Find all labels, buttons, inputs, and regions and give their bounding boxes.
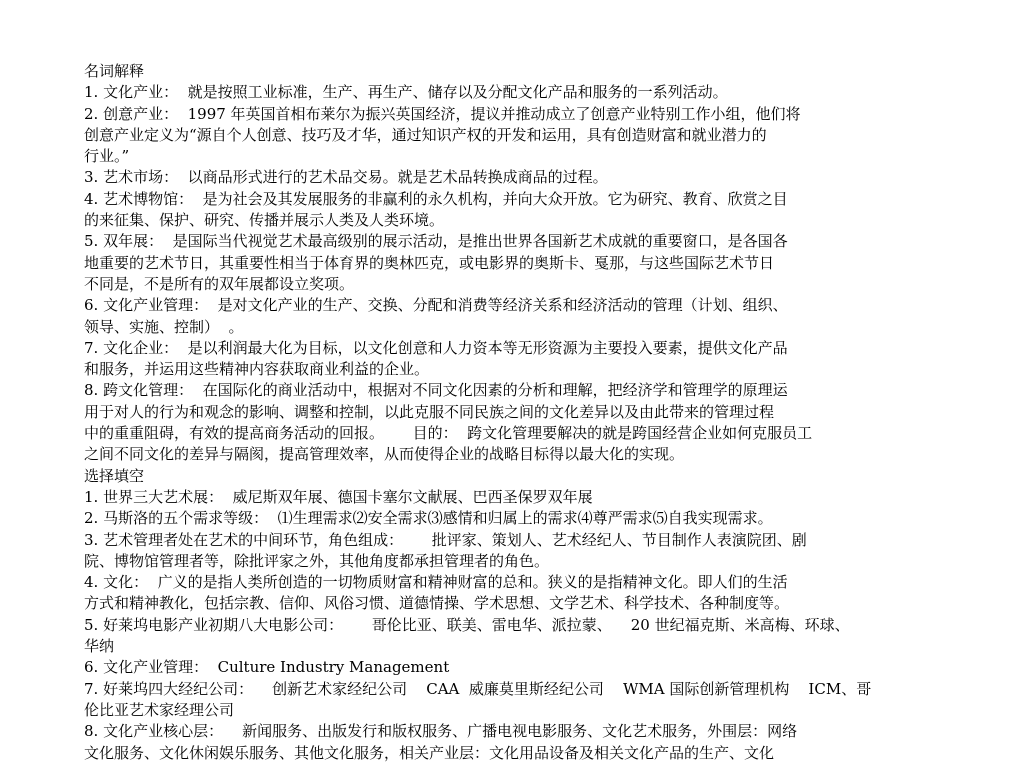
- text-line: 行业。”: [84, 147, 130, 166]
- text-line: 之间不同文化的差异与隔阂，提高管理效率，从而使得企业的战略目标得以最大化的实现。: [84, 445, 685, 464]
- text-line: 创意产业定义为“源自个人创意、技巧及才华，通过知识产权的开发和运用，具有创造财富和就业潜力的: [84, 125, 767, 144]
- text-line: 1. 世界三大艺术展： 威尼斯双年展、德国卡塞尔文献展、巴西圣保罗双年展: [84, 487, 593, 506]
- text-line: 不同是，不是所有的双年展都设立奖项。: [84, 274, 355, 293]
- text-line: 地重要的艺术节日，其重要性相当于体育界的奥林匹克，或电影界的奥斯卡、戛那，与这些国际艺术节日: [84, 253, 775, 272]
- text-line: 5. 双年展： 是国际当代视觉艺术最高级别的展示活动，是推出世界各国新艺术成就的重要窗口，是各国各: [84, 232, 788, 251]
- text-line: 文化服务、文化休闲娱乐服务、其他文化服务，相关产业层：文化用品设备及相关文化产品的生产、文化: [84, 743, 775, 762]
- text-line: 2. 马斯洛的五个需求等级： ⑴生理需求⑵安全需求⑶感情和归属上的需求⑷尊严需求⑸自我实现需求。: [84, 509, 773, 528]
- text-line: 用于对人的行为和观念的影响、调整和控制，以此克服不同民族之间的文化差异以及由此带来的管理过程: [84, 402, 775, 421]
- text-line: 方式和精神教化，包括宗教、信仰、风俗习惯、道德情操、学术思想、文学艺术、科学技术、各种制度等。: [84, 594, 790, 613]
- text-line: 7. 好莱坞四大经纪公司： 创新艺术家经纪公司 CAA 威廉莫里斯经纪公司 WMA 国际创新管理机构 ICM、哥: [84, 679, 872, 698]
- text-line: 伦比亚艺术家经理公司: [84, 700, 235, 719]
- text-line: 中的重重阻碍，有效的提高商务活动的回报。 目的： 跨文化管理要解决的就是跨国经营企业如何克服员工: [84, 424, 813, 443]
- text-line: 6. 文化产业管理： Culture Industry Management: [84, 658, 450, 677]
- text-line: 1. 文化产业： 就是按照工业标准，生产、再生产、储存以及分配文化产品和服务的一系列活动。: [84, 83, 728, 102]
- text-line: 7. 文化企业： 是以利润最大化为目标，以文化创意和人力资本等无形资源为主要投入要素，提供文化产品: [84, 338, 788, 357]
- text-line: 8. 跨文化管理： 在国际化的商业活动中，根据对不同文化因素的分析和理解，把经济学和管理学的原理运: [84, 381, 788, 400]
- text-line: 8. 文化产业核心层： 新闻服务、出版发行和版权服务、广播电视电影服务、文化艺术服务，外围层：网络: [84, 722, 798, 741]
- text-line: 院、博物馆管理者等，除批评家之外，其他角度都承担管理者的角色。: [84, 551, 550, 570]
- text-line: 5. 好莱坞电影产业初期八大电影公司： 哥伦比亚、联美、雷电华、派拉蒙、 20 世纪福克斯、米高梅、环球、: [84, 615, 850, 634]
- text-line: 领导、实施、控制） 。: [84, 317, 244, 336]
- text-line: 华纳: [84, 637, 115, 656]
- text-line: 4. 艺术博物馆： 是为社会及其发展服务的非赢利的永久机构，并向大众开放。它为研究、教育、欣赏之目: [84, 189, 788, 208]
- section-heading-fill-in: 选择填空: [84, 466, 145, 485]
- document-body: [84, 61, 984, 764]
- section-heading-definitions: 名词解释: [84, 62, 145, 80]
- text-line: 3. 艺术市场： 以商品形式进行的艺术品交易。就是艺术品转换成商品的过程。: [84, 168, 608, 187]
- text-line: 4. 文化： 广义的是指人类所创造的一切物质财富和精神财富的总和。狭义的是指精神文化。即人们的生活: [84, 573, 788, 592]
- text-line: 和服务，并运用这些精神内容获取商业利益的企业。: [84, 360, 430, 379]
- text-line: 6. 文化产业管理： 是对文化产业的生产、交换、分配和消费等经济关系和经济活动的管理（计划、组织、: [84, 296, 788, 315]
- text-line: 3. 艺术管理者处在艺术的中间环节，角色组成： 批评家、策划人、艺术经纪人、节目制作人表演院团、剧: [84, 530, 807, 549]
- text-line: 的来征集、保护、研究、传播并展示人类及人类环境。: [84, 211, 445, 230]
- text-line: 2. 创意产业： 1997 年英国首相布莱尔为振兴英国经济，提议并推动成立了创意产业特别工作小组，他们将: [84, 104, 801, 123]
